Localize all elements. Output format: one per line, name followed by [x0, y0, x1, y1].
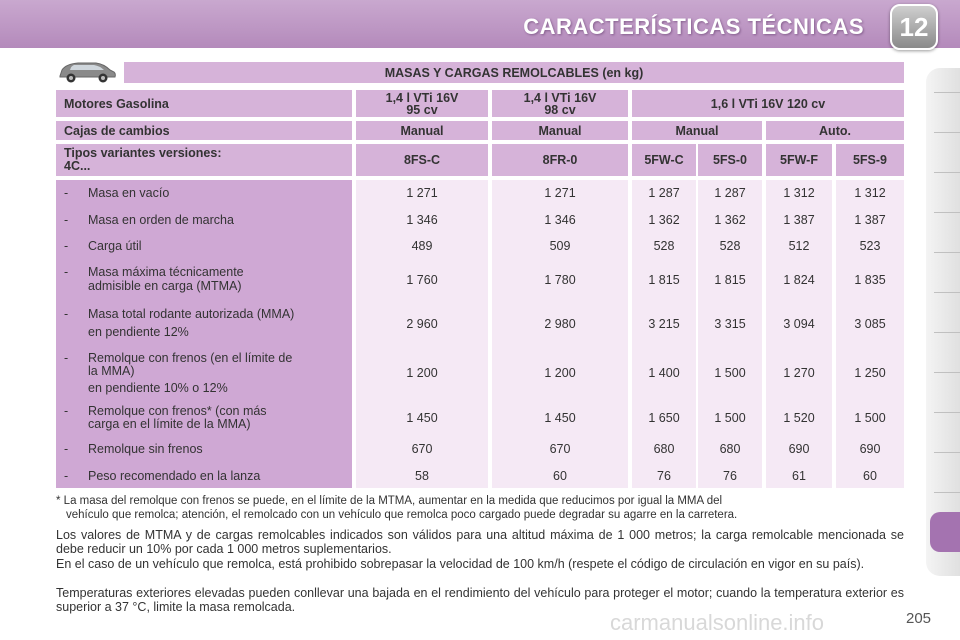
cell-value: 3 215	[648, 317, 680, 331]
cell-value: 76	[657, 469, 671, 483]
cell-value: 60	[863, 469, 877, 483]
tab-divider	[934, 332, 960, 333]
engine-name: 1,4 l VTi 16V	[385, 90, 459, 105]
tab-divider	[934, 292, 960, 293]
footnote-line: vehículo que remolca; atención, el remolcado con un vehículo que remolca poco cargado puede degradar su agarre en la carretera.	[66, 509, 738, 521]
tab-divider	[934, 412, 960, 413]
car-icon	[56, 58, 118, 84]
tab-divider	[934, 452, 960, 453]
table-row: - Masa en vacío 1 271 1 271 1 287 1 287 1 312 1 312	[56, 186, 904, 200]
cell-value: 1 312	[783, 186, 815, 200]
cell-value: 690	[788, 442, 810, 456]
cell-value: 690	[859, 442, 881, 456]
cell-value: 1 312	[854, 186, 886, 200]
table-row: - Carga útil 489 509 528 528 512 523	[56, 239, 904, 253]
cell-value: 1 400	[648, 366, 680, 380]
engine-header	[492, 90, 628, 117]
cell-value: 1 250	[854, 366, 886, 380]
gearbox-cell: Manual	[492, 121, 628, 140]
cell-value: 2 980	[544, 317, 576, 331]
cell-value: 1 362	[648, 213, 680, 227]
cell-value: 61	[792, 469, 806, 483]
cell-value: 1 387	[854, 213, 886, 227]
cell-value: 1 387	[783, 213, 815, 227]
cell-value: 1 346	[544, 213, 576, 227]
table-row: - Remolque con frenos (en el límite de la MMA) en pendiente 10% o 12% 1 200 1 200 1 400 1 500 1 270 1 250	[56, 351, 904, 397]
footnote-line: * La masa del remolque con frenos se puede, en el límite de la MTMA, aumentar en la medida que reducimos por igual la MMA del	[56, 495, 723, 507]
cell-value: 1 200	[406, 366, 438, 380]
engine-header: 1,6 l VTi 16V 120 cv	[632, 90, 904, 117]
table-row: - Peso recomendado en la lanza 58 60 76 76 61 60	[56, 469, 904, 483]
cell-value: 1 780	[544, 273, 576, 287]
engine-name: 1,4 l VTi 16V	[523, 90, 597, 105]
cell-value: 670	[411, 442, 433, 456]
engine-power: 95 cv	[406, 102, 438, 117]
paragraph: Los valores de MTMA y de cargas remolcables indicados son válidos para una altitud máxima de 1 000 metros; la carga remolcable mencionada se debe reducir un 10% por cada 1 000 metros suplementarios.	[56, 528, 904, 556]
variant-code: 8FR-0	[492, 144, 628, 176]
page-title: CARACTERÍSTICAS TÉCNICAS	[523, 14, 864, 39]
tab-divider	[934, 132, 960, 133]
variant-code: 5FS-9	[836, 144, 904, 176]
cell-value: 509	[549, 239, 571, 253]
cell-value: 1 287	[648, 186, 680, 200]
cell-value: 680	[653, 442, 675, 456]
table-row: - Masa total rodante autorizada (MMA) en pendiente 12% 2 960 2 980 3 215 3 315 3 094 3 085	[56, 307, 904, 339]
variants-label	[56, 144, 352, 176]
cell-value: 1 450	[406, 411, 438, 425]
page-number: 205	[906, 610, 932, 627]
cell-value: 3 315	[714, 317, 746, 331]
cell-value: 1 835	[854, 273, 886, 287]
cell-value: 670	[549, 442, 571, 456]
cell-value: 528	[653, 239, 675, 253]
table-row: - Remolque con frenos* (con más carga en el límite de la MMA) 1 450 1 450 1 650 1 500 1 520 1 500	[56, 404, 904, 434]
engine-header	[356, 90, 488, 117]
cell-value: 680	[719, 442, 741, 456]
table-row: - Masa máxima técnicamente admisible en carga (MTMA) 1 760 1 780 1 815 1 815 1 824 1 835	[56, 265, 904, 295]
variant-code: 5FW-F	[766, 144, 832, 176]
gearbox-cell: Manual	[632, 121, 762, 140]
cell-value: 2 960	[406, 317, 438, 331]
cell-value: 1 271	[406, 186, 438, 200]
cell-value: 60	[553, 469, 567, 483]
cell-value: 1 520	[783, 411, 815, 425]
active-chapter-tab[interactable]	[930, 512, 960, 552]
table-row: - Masa en orden de marcha 1 346 1 346 1 362 1 362 1 387 1 387	[56, 213, 904, 227]
cell-value: 1 287	[714, 186, 746, 200]
table-row: - Remolque sin frenos 670 670 680 680 690 690	[56, 442, 904, 456]
cell-value: 1 200	[544, 366, 576, 380]
tab-divider	[934, 492, 960, 493]
cell-value: 76	[723, 469, 737, 483]
paragraph: En el caso de un vehículo que remolca, está prohibido sobrepasar la velocidad de 100 km/h (respete el código de circulación en vigor en su país).	[56, 557, 865, 571]
tab-divider	[934, 252, 960, 253]
engine-power: 98 cv	[544, 102, 576, 117]
cell-value: 523	[859, 239, 881, 253]
tab-divider	[934, 372, 960, 373]
gearbox-cell: Auto.	[766, 121, 904, 140]
cell-value: 1 500	[854, 411, 886, 425]
cell-value: 1 500	[714, 411, 746, 425]
cell-value: 489	[411, 239, 433, 253]
cell-value: 1 346	[406, 213, 438, 227]
cell-value: 1 271	[544, 186, 576, 200]
variant-code: 5FW-C	[632, 144, 696, 176]
cell-value: 1 815	[648, 273, 680, 287]
cell-value: 1 362	[714, 213, 746, 227]
variant-code: 8FS-C	[356, 144, 488, 176]
cell-value: 1 650	[648, 411, 680, 425]
chapter-tab-strip	[926, 68, 960, 576]
tab-divider	[934, 212, 960, 213]
cell-value: 528	[719, 239, 741, 253]
cell-value: 1 450	[544, 411, 576, 425]
cell-value: 1 815	[714, 273, 746, 287]
tab-divider	[934, 172, 960, 173]
gearbox-label: Cajas de cambios	[56, 121, 352, 140]
cell-value: 1 824	[783, 273, 815, 287]
variants-label-line: Tipos variantes versiones:	[64, 146, 222, 160]
cell-value: 58	[415, 469, 429, 483]
cell-value: 3 094	[783, 317, 815, 331]
chapter-badge: 12	[890, 4, 938, 50]
tab-divider	[934, 92, 960, 93]
engines-label: Motores Gasolina	[56, 90, 352, 117]
table-title: MASAS Y CARGAS REMOLCABLES (en kg)	[124, 62, 904, 83]
footnote	[56, 494, 904, 522]
variants-label-line: 4C...	[64, 159, 91, 173]
cell-value: 1 500	[714, 366, 746, 380]
watermark: carmanualsonline.info	[610, 610, 825, 635]
paragraph: Temperaturas exteriores elevadas pueden conllevar una bajada en el rendimiento del vehículo para proteger el motor; cuando la temperatura exterior es superior a 37 °C, limite la masa remolcada.	[56, 586, 904, 614]
cell-value: 3 085	[854, 317, 886, 331]
gearbox-cell: Manual	[356, 121, 488, 140]
cell-value: 1 760	[406, 273, 438, 287]
cell-value: 1 270	[783, 366, 815, 380]
cell-value: 512	[788, 239, 810, 253]
variant-code: 5FS-0	[698, 144, 762, 176]
